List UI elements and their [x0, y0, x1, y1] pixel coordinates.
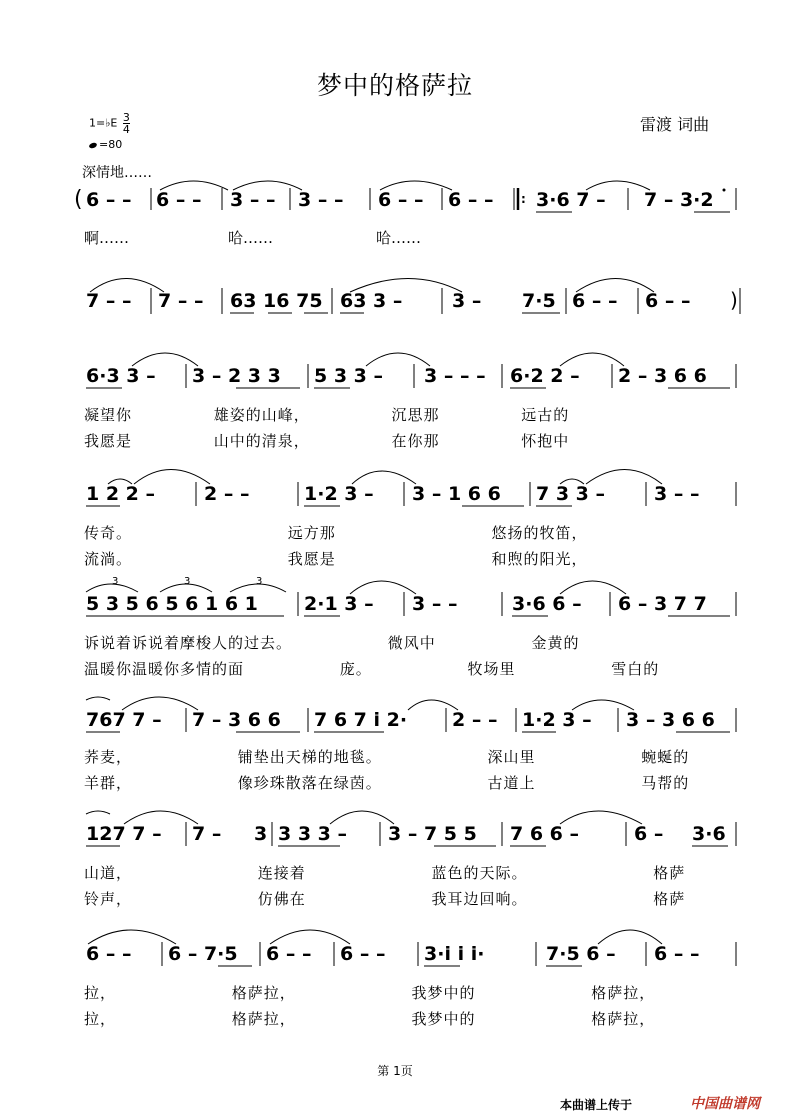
svg-text:5 3 3 –: 5 3 3 –	[314, 365, 384, 387]
svg-text:7 –: 7 –	[192, 823, 222, 845]
svg-text:767 7 –: 767 7 –	[86, 709, 162, 731]
tempo-value: =80	[99, 138, 123, 151]
lyric-row8-verse1: 拉， 格萨拉， 我梦中的 格萨拉，	[84, 984, 656, 1002]
svg-text:7 – –: 7 – –	[158, 290, 204, 312]
svg-text:6·2 2 –: 6·2 2 –	[510, 365, 580, 387]
page-number: 第 1页	[377, 1064, 413, 1078]
svg-text:哈……: 哈……	[376, 229, 422, 247]
lyric-row4-verse2: 流淌。 我愿是 和煦的阳光，	[84, 550, 588, 568]
time-bottom: 4	[122, 123, 130, 136]
svg-text:7 – 3 6 6: 7 – 3 6 6	[192, 709, 281, 731]
site-logo: 中国曲谱网	[690, 1096, 760, 1112]
svg-text:7 6 7 i 2·: 7 6 7 i 2·	[314, 709, 408, 731]
svg-text:7 – 3·2: 7 – 3·2	[644, 189, 714, 211]
svg-text:6 – –: 6 – –	[156, 189, 202, 211]
svg-text:3 – 2 3 3: 3 – 2 3 3	[192, 365, 281, 387]
svg-text:6 –: 6 –	[634, 823, 664, 845]
svg-text:6 – –: 6 – –	[266, 943, 312, 965]
lyric-row6-verse2: 羊群， 像珍珠散落在绿茵。 古道上 马帮的	[84, 774, 690, 792]
svg-text:7·5: 7·5	[522, 290, 556, 312]
lyric-row6-verse1: 荞麦， 铺垫出天梯的地毯。 深山里 蜿蜒的	[84, 748, 690, 766]
svg-text:3 – 7 5 5: 3 – 7 5 5	[388, 823, 477, 845]
lyric-row4-verse1: 传奇。 远方那 悠扬的牧笛，	[84, 524, 588, 542]
svg-text:3 – –: 3 – –	[412, 593, 458, 615]
svg-text:3 – 3 6 6: 3 – 3 6 6	[626, 709, 715, 731]
svg-text:3 –: 3 –	[452, 290, 482, 312]
svg-text:3·6 7 –: 3·6 7 –	[536, 189, 606, 211]
score-row-7	[86, 811, 736, 846]
svg-text:3: 3	[184, 576, 191, 587]
lyric-row3-verse2: 我愿是 山中的清泉， 在你那 怀抱中	[84, 432, 570, 450]
svg-text:3: 3	[256, 576, 263, 587]
upload-note: 本曲谱上传于	[560, 1098, 633, 1112]
score-row-4	[86, 470, 736, 507]
svg-text:6 – 7·5: 6 – 7·5	[168, 943, 238, 965]
svg-text:1 2 2 –: 1 2 2 –	[86, 483, 156, 505]
svg-text:3·6 6 –: 3·6 6 –	[512, 593, 582, 615]
svg-text:3: 3	[112, 576, 119, 587]
svg-text:127 7 –: 127 7 –	[86, 823, 162, 845]
svg-text:7·5 6 –: 7·5 6 –	[546, 943, 616, 965]
page-title: 梦中的格萨拉	[316, 71, 473, 100]
svg-text:3: 3	[254, 823, 268, 845]
lyric-row8-verse2: 拉， 格萨拉， 我梦中的 格萨拉，	[84, 1010, 656, 1028]
svg-text:2 – –: 2 – –	[452, 709, 498, 731]
svg-text:2 – 3 6 6: 2 – 3 6 6	[618, 365, 707, 387]
svg-text:2·1 3 –: 2·1 3 –	[304, 593, 374, 615]
svg-text:3·i i i·: 3·i i i·	[424, 943, 485, 965]
svg-text:2 – –: 2 – –	[204, 483, 250, 505]
svg-text:6 – –: 6 – –	[378, 189, 424, 211]
time-top: 3	[122, 111, 130, 124]
svg-text:1·2 3 –: 1·2 3 –	[522, 709, 592, 731]
svg-text:6·3 3 –: 6·3 3 –	[86, 365, 156, 387]
lyric-row3-verse1: 凝望你 雄姿的山峰， 沉思那 远古的	[84, 406, 570, 424]
lyric-row5-verse1: 诉说着诉说着摩梭人的过去。 微风中 金黄的	[84, 634, 580, 652]
svg-text:5 3 5 6 5 6 1 6 1: 5 3 5 6 5 6 1 6 1	[86, 593, 258, 615]
svg-text:3 – – –: 3 – – –	[424, 365, 486, 387]
svg-text:63 16 75: 63 16 75	[230, 290, 323, 312]
expression-marking: 深情地……	[82, 165, 152, 181]
svg-text:6 – –: 6 – –	[645, 290, 691, 312]
lyric-row7-verse1: 山道， 连接着 蓝色的天际。 格萨	[84, 864, 686, 882]
svg-text:7 3 3 –: 7 3 3 –	[536, 483, 606, 505]
svg-text:3 – –: 3 – –	[298, 189, 344, 211]
svg-text:): )	[730, 288, 738, 312]
svg-text:3 – –: 3 – –	[230, 189, 276, 211]
score-row-2	[86, 279, 740, 315]
score-row-1	[74, 181, 736, 247]
svg-text:7 – –: 7 – –	[86, 290, 132, 312]
svg-text:3 3 3 –: 3 3 3 –	[278, 823, 348, 845]
composer-credit: 雷渡 词曲	[640, 115, 710, 134]
svg-text:(: (	[74, 187, 83, 212]
score-row-5	[86, 576, 736, 616]
svg-text:3 – –: 3 – –	[654, 483, 700, 505]
svg-text:6 – –: 6 – –	[86, 943, 132, 965]
svg-text:6 – 3 7 7: 6 – 3 7 7	[618, 593, 707, 615]
svg-text:3·6: 3·6	[692, 823, 726, 845]
svg-text:6 – –: 6 – –	[572, 290, 618, 312]
score-row-6	[86, 697, 736, 732]
svg-text:6 – –: 6 – –	[86, 189, 132, 211]
score-row-3	[86, 353, 736, 388]
lyric-row5-verse2: 温暖你温暖你多情的面 庞。 牧场里 雪白的	[84, 660, 660, 678]
svg-text::: :	[521, 192, 526, 206]
key-label: 1=♭E	[89, 116, 118, 130]
lyric-row7-verse2: 铃声， 仿佛在 我耳边回响。 格萨	[84, 890, 686, 908]
svg-text:6 – –: 6 – –	[340, 943, 386, 965]
svg-text:7 6 6 –: 7 6 6 –	[510, 823, 580, 845]
svg-text:1·2 3 –: 1·2 3 –	[304, 483, 374, 505]
svg-text:6 – –: 6 – –	[448, 189, 494, 211]
score-row-8	[86, 930, 736, 966]
svg-text:哈……: 哈……	[228, 229, 274, 247]
svg-text:3 – 1 6 6: 3 – 1 6 6	[412, 483, 501, 505]
svg-text:63 3 –: 63 3 –	[340, 290, 403, 312]
svg-text:6 – –: 6 – –	[654, 943, 700, 965]
svg-text:啊……: 啊……	[84, 229, 130, 247]
